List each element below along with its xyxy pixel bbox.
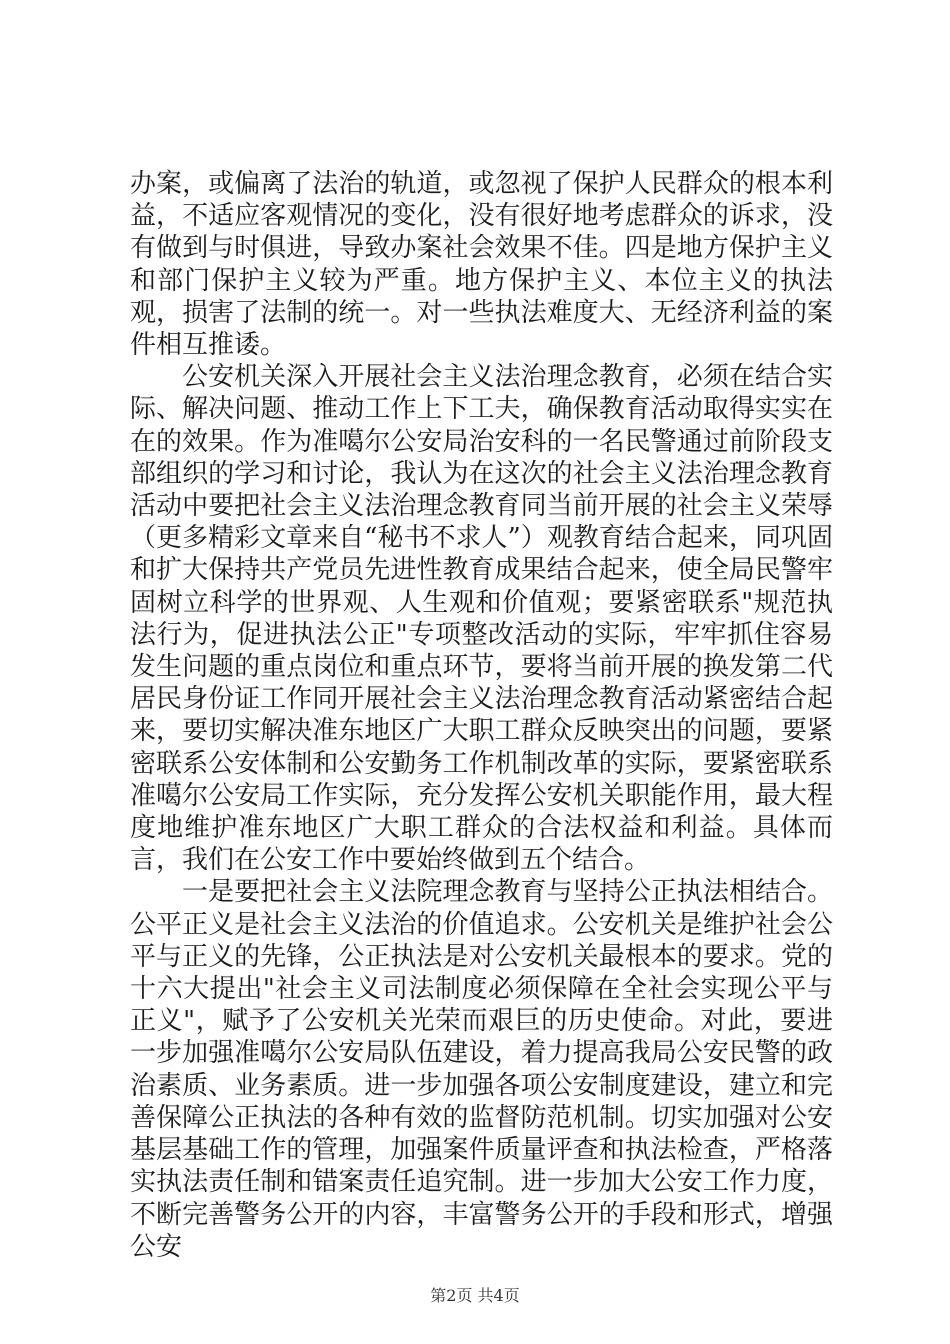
paragraph-legal-education: 公安机关深入开展社会主义法治理念教育，必须在结合实际、解决问题、推动工作上下工夫，确保教育活动取得实实在在的效果。作为准噶尔公安局治安科的一名民警通过前阶段支部组织的学习和讨论，我认为在这次的社会主义法治理念教育活动中要把社会主义法治理念教育同当前开展的社会主义荣辱（更多精彩文章来自“秘书不求人”）观教育结合起来，同巩固和扩大保持共产党员先进性教育成果结合起来，使全局民警牢固树立科学的世界观、人生观和价值观；要紧密联系"规范执法行为，促进执法公正"专项整改活动的实际，牢牢抓住容易发生问题的重点岗位和重点环节，要将当前开展的换发第二代居民身份证工作同开展社会主义法治理念教育活动紧密结合起来，要切实解决准东地区广大职工群众反映突出的问题，要紧密联系公安体制和公安勤务工作机制改革的实际，要紧密联系准噶尔公安局工作实际，充分发挥公安机关职能作用，最大程度地维护准东地区广大职工群众的合法权益和利益。具体而言，我们在公安工作中要始终做到五个结合。 xyxy=(130,362,833,876)
document-body xyxy=(130,168,833,1263)
paragraph-fair-enforcement: 一是要把社会主义法院理念教育与坚持公正执法相结合。公平正义是社会主义法治的价值追求。公安机关是维护社会公平与正义的先锋，公正执法是对公安机关最根本的要求。党的十六大提出"社会主义司法制度必须保障在全社会实现公平与正义"，赋予了公安机关光荣而艰巨的历史使命。对此，要进一步加强准噶尔公安局队伍建设，着力提高我局公安民警的政治素质、业务素质。进一步加强各项公安制度建设，建立和完善保障公正执法的各种有效的监督防范机制。切实加强对公安基层基础工作的管理，加强案件质量评查和执法检查，严格落实执法责任制和错案责任追究制。进一步加大公安工作力度，不断完善警务公开的内容，丰富警务公开的手段和形式，增强公安 xyxy=(130,877,833,1262)
paragraph-continuation: 办案，或偏离了法治的轨道，或忽视了保护人民群众的根本利益，不适应客观情况的变化，没有很好地考虑群众的诉求，没有做到与时俱进，导致办案社会效果不佳。四是地方保护主义和部门保护主义较为严重。地方保护主义、本位主义的执法观，损害了法制的统一。对一些执法难度大、无经济利益的案件相互推诿。 xyxy=(130,169,833,361)
page-footer: 第2页 共4页 xyxy=(430,1286,520,1305)
